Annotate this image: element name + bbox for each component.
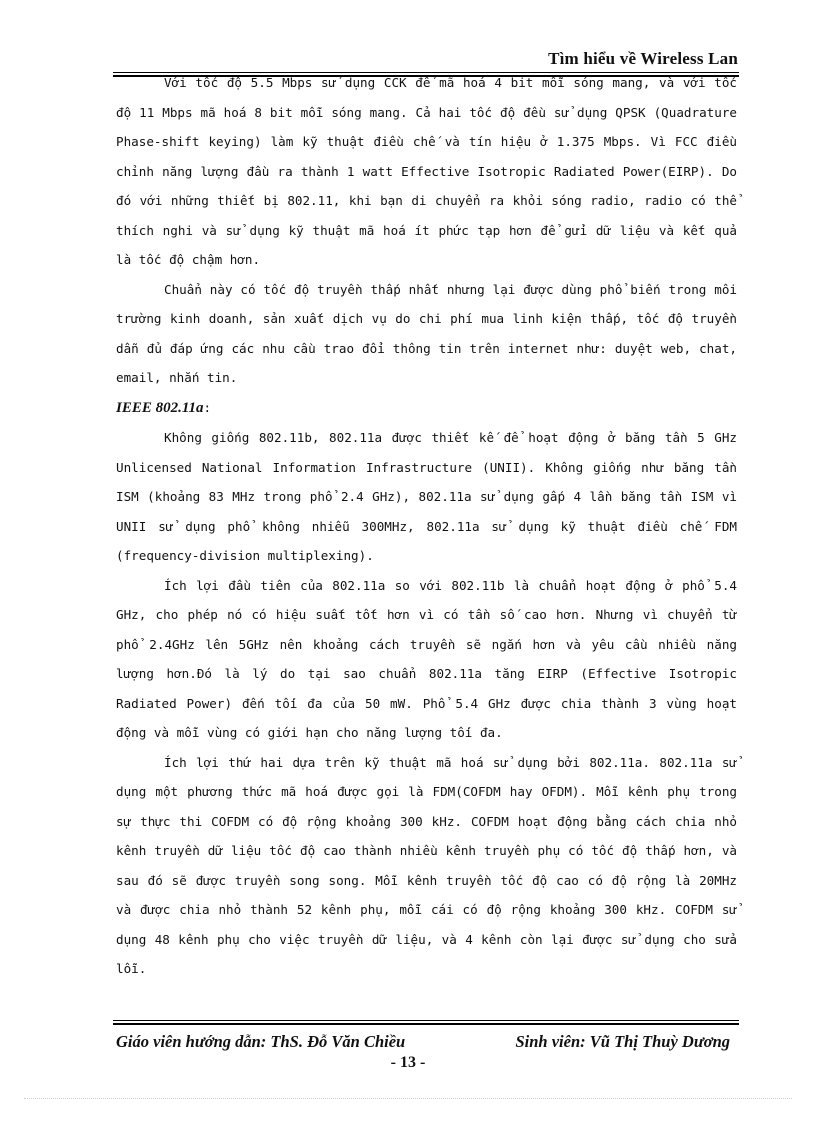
- footer-rule-thin: [113, 1020, 739, 1021]
- paragraph-cck: Với tốc độ 5.5 Mbps sử dụng CCK để mã hoá 4 bit mỗi sóng mang, và với tốc độ 11 Mbps mã hoá 8 bit mỗi sóng mang. Cả hai tốc độ đều sử dụng QPSK (Quadrature Phase-shift keying) làm kỹ thuật điều chế và tín hiệu ở 1.375 Mbps. Vì FCC điều chỉnh năng lượng đầu ra thành 1 watt Effective Isotropic Radiated Power(EIRP). Do đó với những thiết bị 802.11, khi bạn di chuyển ra khỏi sóng radio, radio có thể thích nghi và sử dụng kỹ thuật mã hoá ít phức tạp hơn để gửi dữ liệu và kết quả là tốc độ chậm hơn.: [116, 75, 737, 267]
- paragraph-first-benefit: Ích lợi đầu tiên của 802.11a so với 802.11b là chuẩn hoạt động ở phổ 5.4 GHz, cho phép nó có hiệu suất tốt hơn vì có tần số cao hơn. Nhưng vì chuyển từ phổ 2.4GHz lên 5GHz nên khoảng cách truyền sẽ ngắn hơn và yêu cầu nhiều năng lượng hơn.Đó là lý do tại sao chuẩn 802.11a tăng EIRP (Effective Isotropic Radiated Power) đến tối đa của 50 mW. Phổ 5.4 GHz được chia thành 3 vùng hoạt động và mỗi vùng có giới hạn cho năng lượng tối đa.: [116, 577, 737, 740]
- footer-student: Sinh viên: Vũ Thị Thuỳ Dương: [515, 1032, 730, 1051]
- body-text: [116, 68, 737, 984]
- header-title: Tìm hiểu về Wireless Lan: [548, 49, 738, 68]
- footer-rule-thick: [113, 1023, 739, 1025]
- heading-ieee-802-11a: IEEE 802.11a: [116, 399, 204, 416]
- paragraph-second-benefit: Ích lợi thứ hai dựa trên kỹ thuật mã hoá sử dụng bởi 802.11a. 802.11a sử dụng một phương thức mã hoá được gọi là FDM(COFDM hay OFDM). Mỗi kênh phụ trong sự thực thi COFDM có độ rộng khoảng 300 kHz. COFDM hoạt động bằng cách chia nhỏ kênh truyền dữ liệu tốc độ cao thành nhiều kênh truyền phụ có tốc độ thấp hơn, và sau đó sẽ được truyền song song. Mỗi kênh truyền tốc độ cao có độ rộng là 20MHz và được chia nhỏ thành 52 kênh phụ, mỗi cái có độ rộng khoảng 300 kHz. COFDM sử dụng 48 kênh phụ cho việc truyền dữ liệu, và 4 kênh còn lại được sử dụng cho sửa lỗi.: [116, 754, 737, 976]
- heading-colon: :: [203, 399, 212, 415]
- paragraph-802-11b-usage: Chuẩn này có tốc độ truyền thấp nhất nhưng lại được dùng phổ biến trong môi trường kinh doanh, sản xuất dịch vụ do chi phí mua linh kiện thấp, tốc độ truyền dẫn đủ đáp ứng các nhu cầu trao đổi thông tin trên internet như: duyệt web, chat, email, nhắn tin.: [116, 281, 737, 385]
- footer-advisor: Giáo viên hướng dẫn: ThS. Đỗ Văn Chiều: [116, 1032, 406, 1051]
- bottom-dotted-border: [24, 1098, 792, 1099]
- paragraph-802-11a-intro: Không giống 802.11b, 802.11a được thiết kế để hoạt động ở băng tần 5 GHz Unlicensed National Information Infrastructure (UNII). Không giống như băng tần ISM (khoảng 83 MHz trong phổ 2.4 GHz), 802.11a sử dụng gấp 4 lần băng tần ISM vì UNII sử dụng phổ không nhiễu 300MHz, 802.11a sử dụng kỹ thuật điều chế FDM (frequency-division multiplexing).: [116, 430, 737, 563]
- section-heading: [116, 393, 737, 424]
- page-number: - 13 -: [390, 1054, 426, 1071]
